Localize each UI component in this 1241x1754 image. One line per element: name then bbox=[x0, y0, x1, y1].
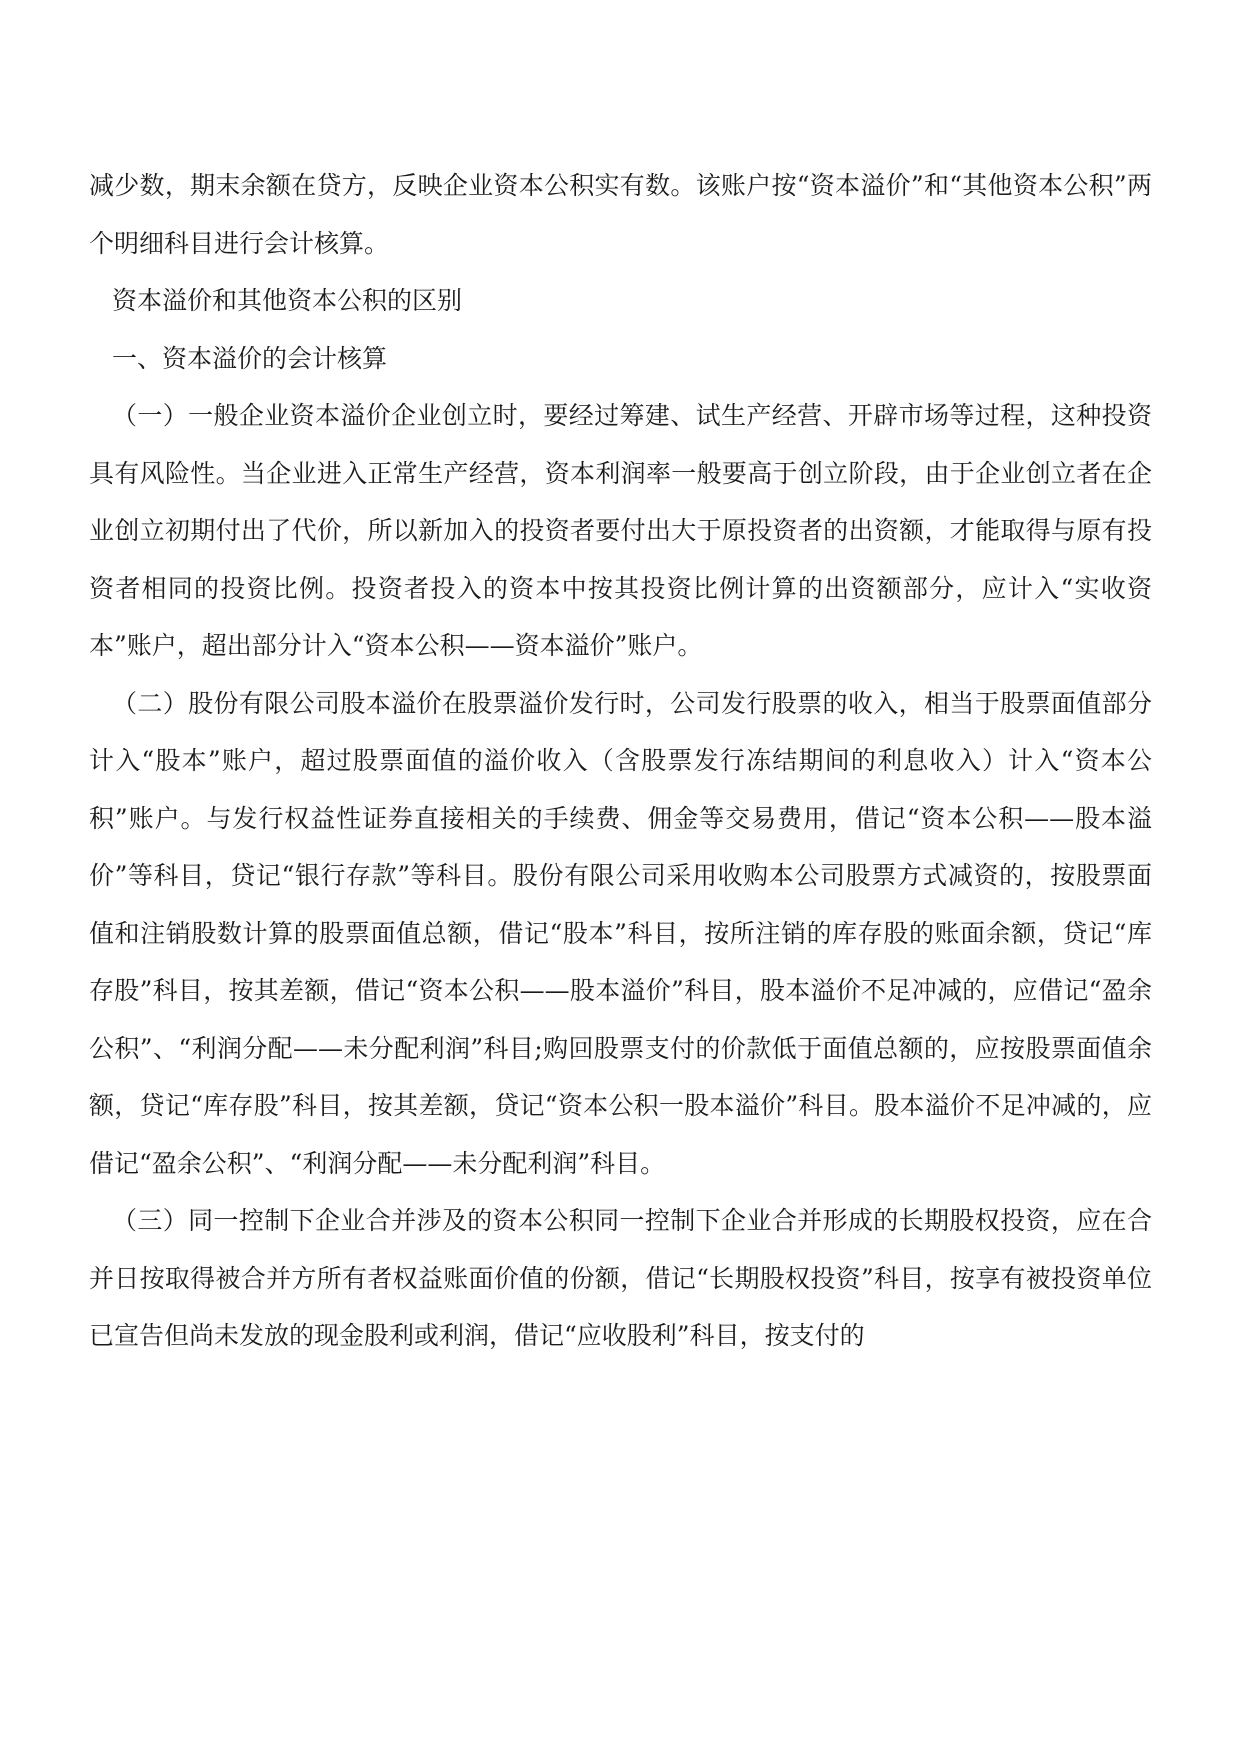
document-body bbox=[89, 157, 1152, 1365]
paragraph-joint-stock: （二）股份有限公司股本溢价在股票溢价发行时，公司发行股票的收入，相当于股票面值部分计入“股本”账户，超过股票面值的溢价收入（含股票发行冻结期间的利息收入）计入“资本公积”账户。与发行权益性证券直接相关的手续费、佣金等交易费用，借记“资本公积——股本溢价”等科目，贷记“银行存款”等科目。股份有限公司采用收购本公司股票方式减资的，按股票面值和注销股数计算的股票面值总额，借记“股本”科目，按所注销的库存股的账面余额，贷记“库存股”科目，按其差额，借记“资本公积——股本溢价”科目，股本溢价不足冲减的，应借记“盈余公积”、“利润分配——未分配利润”科目;购回股票支付的价款低于面值总额的，应按股票面值余额，贷记“库存股”科目，按其差额，贷记“资本公积一股本溢价”科目。股本溢价不足冲减的，应借记“盈余公积”、“利润分配——未分配利润”科目。 bbox=[89, 688, 1152, 1178]
paragraph-general-enterprise: （一）一般企业资本溢价企业创立时，要经过筹建、试生产经营、开辟市场等过程，这种投资具有风险性。当企业进入正常生产经营，资本利润率一般要高于创立阶段，由于企业创立者在企业创立初期付出了代价，所以新加入的投资者要付出大于原投资者的出资额，才能取得与原有投资者相同的投资比例。投资者投入的资本中按其投资比例计算的出资额部分，应计入“实收资本”账户，超出部分计入“资本公积——资本溢价”账户。 bbox=[89, 401, 1152, 660]
paragraph-common-control: （三）同一控制下企业合并涉及的资本公积同一控制下企业合并形成的长期股权投资，应在合并日按取得被合并方所有者权益账面价值的份额，借记“长期股权投资”科目，按享有被投资单位已宣告但尚未发放的现金股利或利润，借记“应收股利”科目，按支付的 bbox=[89, 1206, 1152, 1350]
paragraph-continuation: 减少数，期末余额在贷方，反映企业资本公积实有数。该账户按“资本溢价”和“其他资本公积”两个明细科目进行会计核算。 bbox=[89, 171, 1152, 258]
section-heading-difference: 资本溢价和其他资本公积的区别 bbox=[112, 286, 463, 315]
section-heading-premium-accounting: 一、资本溢价的会计核算 bbox=[112, 343, 388, 373]
